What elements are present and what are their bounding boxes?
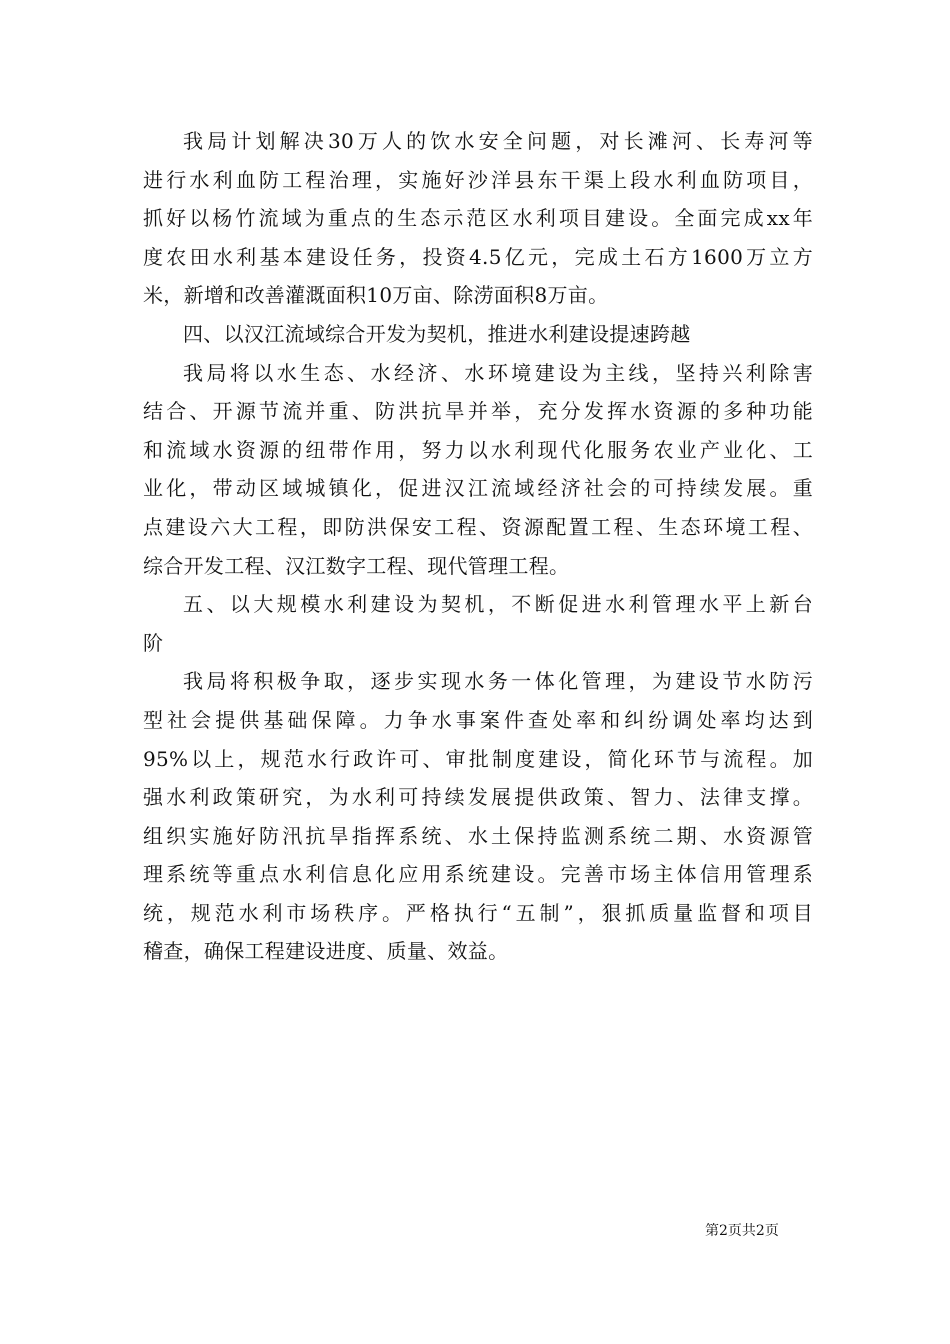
paragraph-line: 结合、开源节流并重、防洪抗旱并举，充分发挥水资源的多种功能 — [143, 399, 813, 424]
paragraph-line: 我局将积极争取，逐步实现水务一体化管理，为建设节水防污 — [183, 669, 813, 694]
body-text — [143, 122, 813, 971]
paragraph-line: 我局将以水生态、水经济、水环境建设为主线，坚持兴利除害 — [183, 360, 813, 385]
paragraph-line: 业化，带动区域城镇化，促进汉江流域经济社会的可持续发展。重 — [143, 476, 813, 501]
paragraph-line: 和流域水资源的纽带作用，努力以水利现代化服务农业产业化、工 — [143, 437, 813, 462]
paragraph-line: 我局计划解决30万人的饮水安全问题，对长滩河、长寿河等 — [183, 129, 813, 153]
section-heading: 四、以汉江流域综合开发为契机，推进水利建设提速跨越 — [183, 321, 691, 346]
section-heading: 阶 — [143, 630, 164, 655]
paragraph-line: 抓好以杨竹流域为重点的生态示范区水利项目建设。全面完成xx年 — [143, 206, 813, 231]
paragraph-line: 型社会提供基础保障。力争水事案件查处率和纠纷调处率均达到 — [143, 707, 813, 732]
paragraph-line: 度农田水利基本建设任务，投资4.5亿元，完成土石方1600万立方 — [143, 244, 813, 269]
paragraph-line: 理系统等重点水利信息化应用系统建设。完善市场主体信用管理系 — [143, 862, 813, 887]
paragraph-line: 稽查，确保工程建设进度、质量、效益。 — [143, 939, 509, 964]
paragraph-line: 综合开发工程、汉江数字工程、现代管理工程。 — [143, 553, 570, 578]
paragraph-line: 点建设六大工程，即防洪保安工程、资源配置工程、生态环境工程、 — [143, 514, 813, 539]
section-heading: 五、以大规模水利建设为契机，不断促进水利管理水平上新台 — [183, 592, 813, 617]
page-number-footer: 第2页共2页 — [705, 1223, 779, 1239]
paragraph-line: 进行水利血防工程治理，实施好沙洋县东干渠上段水利血防项目， — [143, 167, 813, 192]
paragraph-line: 统，规范水利市场秩序。严格执行“五制”，狠抓质量监督和项目 — [143, 900, 813, 925]
paragraph-line: 米，新增和改善灌溉面积10万亩、除涝面积8万亩。 — [143, 283, 609, 308]
paragraph-line: 强水利政策研究，为水利可持续发展提供政策、智力、法律支撑。 — [143, 785, 813, 810]
paragraph-line: 95%以上，规范水行政许可、审批制度建设，简化环节与流程。加 — [143, 746, 813, 771]
paragraph-line: 组织实施好防汛抗旱指挥系统、水土保持监测系统二期、水资源管 — [143, 823, 813, 848]
